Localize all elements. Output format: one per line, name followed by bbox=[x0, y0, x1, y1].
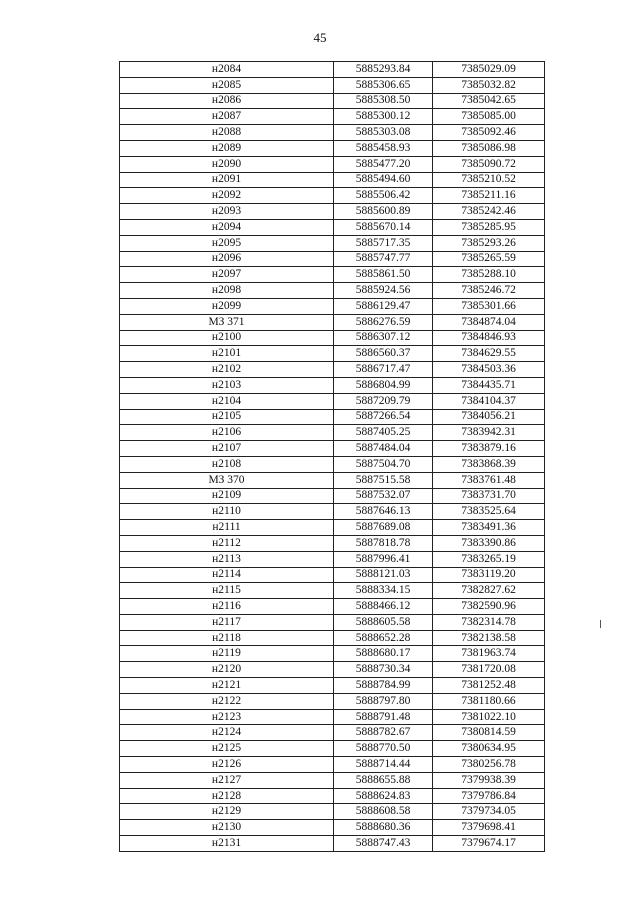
table-row bbox=[120, 504, 545, 520]
point-id-cell: н2103 bbox=[120, 377, 334, 393]
point-id-cell: н2112 bbox=[120, 535, 334, 551]
x-coordinate-cell: 5887209.79 bbox=[334, 393, 433, 409]
point-id-cell: н2109 bbox=[120, 488, 334, 504]
scan-mark bbox=[600, 620, 601, 628]
y-coordinate-cell: 7385092.46 bbox=[433, 125, 545, 141]
y-coordinate-cell: 7382314.78 bbox=[433, 614, 545, 630]
x-coordinate-cell: 5886717.47 bbox=[334, 362, 433, 378]
table-row bbox=[120, 267, 545, 283]
point-id-cell: н2105 bbox=[120, 409, 334, 425]
point-id-cell: н2104 bbox=[120, 393, 334, 409]
table-row bbox=[120, 314, 545, 330]
point-id-cell: н2093 bbox=[120, 204, 334, 220]
x-coordinate-cell: 5887266.54 bbox=[334, 409, 433, 425]
x-coordinate-cell: 5888605.58 bbox=[334, 614, 433, 630]
table-row bbox=[120, 741, 545, 757]
point-id-cell: н2099 bbox=[120, 298, 334, 314]
y-coordinate-cell: 7380634.95 bbox=[433, 741, 545, 757]
table-row bbox=[120, 283, 545, 299]
x-coordinate-cell: 5887405.25 bbox=[334, 425, 433, 441]
x-coordinate-cell: 5885747.77 bbox=[334, 251, 433, 267]
point-id-cell: н2113 bbox=[120, 551, 334, 567]
x-coordinate-cell: 5885717.35 bbox=[334, 235, 433, 251]
point-id-cell: н2117 bbox=[120, 614, 334, 630]
y-coordinate-cell: 7385211.16 bbox=[433, 188, 545, 204]
table-row bbox=[120, 472, 545, 488]
x-coordinate-cell: 5887532.07 bbox=[334, 488, 433, 504]
table-row bbox=[120, 836, 545, 852]
y-coordinate-cell: 7383868.39 bbox=[433, 456, 545, 472]
y-coordinate-cell: 7379698.41 bbox=[433, 820, 545, 836]
y-coordinate-cell: 7385288.10 bbox=[433, 267, 545, 283]
y-coordinate-cell: 7385293.26 bbox=[433, 235, 545, 251]
point-id-cell: н2090 bbox=[120, 156, 334, 172]
x-coordinate-cell: 5885506.42 bbox=[334, 188, 433, 204]
table-row bbox=[120, 630, 545, 646]
point-id-cell: н2126 bbox=[120, 757, 334, 773]
point-id-cell: МЗ 371 bbox=[120, 314, 334, 330]
y-coordinate-cell: 7385042.65 bbox=[433, 93, 545, 109]
point-id-cell: н2108 bbox=[120, 456, 334, 472]
table-row bbox=[120, 520, 545, 536]
table-row bbox=[120, 425, 545, 441]
point-id-cell: н2114 bbox=[120, 567, 334, 583]
x-coordinate-cell: 5888680.36 bbox=[334, 820, 433, 836]
x-coordinate-cell: 5885308.50 bbox=[334, 93, 433, 109]
table-row bbox=[120, 820, 545, 836]
table-row bbox=[120, 614, 545, 630]
table-row bbox=[120, 298, 545, 314]
x-coordinate-cell: 5887504.70 bbox=[334, 456, 433, 472]
point-id-cell: н2100 bbox=[120, 330, 334, 346]
point-id-cell: н2088 bbox=[120, 125, 334, 141]
y-coordinate-cell: 7383879.16 bbox=[433, 441, 545, 457]
point-id-cell: н2120 bbox=[120, 662, 334, 678]
point-id-cell: н2089 bbox=[120, 140, 334, 156]
x-coordinate-cell: 5888334.15 bbox=[334, 583, 433, 599]
table-row bbox=[120, 346, 545, 362]
table-row bbox=[120, 62, 545, 78]
point-id-cell: н2115 bbox=[120, 583, 334, 599]
y-coordinate-cell: 7383491.36 bbox=[433, 520, 545, 536]
x-coordinate-cell: 5887515.58 bbox=[334, 472, 433, 488]
x-coordinate-cell: 5886804.99 bbox=[334, 377, 433, 393]
x-coordinate-cell: 5888652.28 bbox=[334, 630, 433, 646]
table-row bbox=[120, 172, 545, 188]
table-row bbox=[120, 219, 545, 235]
y-coordinate-cell: 7383265.19 bbox=[433, 551, 545, 567]
point-id-cell: н2131 bbox=[120, 836, 334, 852]
table-row bbox=[120, 140, 545, 156]
x-coordinate-cell: 5887996.41 bbox=[334, 551, 433, 567]
point-id-cell: н2106 bbox=[120, 425, 334, 441]
coordinates-table bbox=[119, 61, 545, 852]
y-coordinate-cell: 7380256.78 bbox=[433, 757, 545, 773]
table-row bbox=[120, 93, 545, 109]
y-coordinate-cell: 7383119.20 bbox=[433, 567, 545, 583]
point-id-cell: н2091 bbox=[120, 172, 334, 188]
table-row bbox=[120, 235, 545, 251]
table-row bbox=[120, 646, 545, 662]
x-coordinate-cell: 5888655.88 bbox=[334, 772, 433, 788]
x-coordinate-cell: 5888797.80 bbox=[334, 693, 433, 709]
y-coordinate-cell: 7383761.48 bbox=[433, 472, 545, 488]
point-id-cell: н2123 bbox=[120, 709, 334, 725]
point-id-cell: н2119 bbox=[120, 646, 334, 662]
table-row bbox=[120, 393, 545, 409]
point-id-cell: н2086 bbox=[120, 93, 334, 109]
point-id-cell: МЗ 370 bbox=[120, 472, 334, 488]
y-coordinate-cell: 7385032.82 bbox=[433, 77, 545, 93]
y-coordinate-cell: 7381180.66 bbox=[433, 693, 545, 709]
y-coordinate-cell: 7379674.17 bbox=[433, 836, 545, 852]
x-coordinate-cell: 5886307.12 bbox=[334, 330, 433, 346]
x-coordinate-cell: 5888624.83 bbox=[334, 788, 433, 804]
y-coordinate-cell: 7379938.39 bbox=[433, 772, 545, 788]
point-id-cell: н2116 bbox=[120, 599, 334, 615]
table-row bbox=[120, 362, 545, 378]
y-coordinate-cell: 7384846.93 bbox=[433, 330, 545, 346]
y-coordinate-cell: 7385265.59 bbox=[433, 251, 545, 267]
point-id-cell: н2125 bbox=[120, 741, 334, 757]
table-row bbox=[120, 757, 545, 773]
table-row bbox=[120, 693, 545, 709]
y-coordinate-cell: 7381720.08 bbox=[433, 662, 545, 678]
y-coordinate-cell: 7382590.96 bbox=[433, 599, 545, 615]
point-id-cell: н2124 bbox=[120, 725, 334, 741]
y-coordinate-cell: 7379786.84 bbox=[433, 788, 545, 804]
table-row bbox=[120, 251, 545, 267]
table-row bbox=[120, 567, 545, 583]
table-row bbox=[120, 788, 545, 804]
table-row bbox=[120, 599, 545, 615]
table-row bbox=[120, 441, 545, 457]
table-row bbox=[120, 772, 545, 788]
point-id-cell: н2092 bbox=[120, 188, 334, 204]
x-coordinate-cell: 5888608.58 bbox=[334, 804, 433, 820]
y-coordinate-cell: 7383525.64 bbox=[433, 504, 545, 520]
table-row bbox=[120, 409, 545, 425]
x-coordinate-cell: 5888680.17 bbox=[334, 646, 433, 662]
point-id-cell: н2098 bbox=[120, 283, 334, 299]
y-coordinate-cell: 7385242.46 bbox=[433, 204, 545, 220]
table-row bbox=[120, 488, 545, 504]
x-coordinate-cell: 5888791.48 bbox=[334, 709, 433, 725]
x-coordinate-cell: 5888770.50 bbox=[334, 741, 433, 757]
x-coordinate-cell: 5888784.99 bbox=[334, 678, 433, 694]
table-row bbox=[120, 330, 545, 346]
x-coordinate-cell: 5888466.12 bbox=[334, 599, 433, 615]
table-row bbox=[120, 535, 545, 551]
y-coordinate-cell: 7385210.52 bbox=[433, 172, 545, 188]
x-coordinate-cell: 5888730.34 bbox=[334, 662, 433, 678]
x-coordinate-cell: 5885477.20 bbox=[334, 156, 433, 172]
point-id-cell: н2122 bbox=[120, 693, 334, 709]
y-coordinate-cell: 7383390.86 bbox=[433, 535, 545, 551]
table-row bbox=[120, 77, 545, 93]
y-coordinate-cell: 7385029.09 bbox=[433, 62, 545, 78]
y-coordinate-cell: 7383731.70 bbox=[433, 488, 545, 504]
y-coordinate-cell: 7379734.05 bbox=[433, 804, 545, 820]
y-coordinate-cell: 7382827.62 bbox=[433, 583, 545, 599]
y-coordinate-cell: 7385085.00 bbox=[433, 109, 545, 125]
table-row bbox=[120, 377, 545, 393]
coordinates-table-body bbox=[120, 62, 545, 852]
y-coordinate-cell: 7381963.74 bbox=[433, 646, 545, 662]
y-coordinate-cell: 7381022.10 bbox=[433, 709, 545, 725]
x-coordinate-cell: 5885300.12 bbox=[334, 109, 433, 125]
x-coordinate-cell: 5886276.59 bbox=[334, 314, 433, 330]
point-id-cell: н2128 bbox=[120, 788, 334, 804]
y-coordinate-cell: 7385285.95 bbox=[433, 219, 545, 235]
x-coordinate-cell: 5885670.14 bbox=[334, 219, 433, 235]
y-coordinate-cell: 7381252.48 bbox=[433, 678, 545, 694]
point-id-cell: н2111 bbox=[120, 520, 334, 536]
x-coordinate-cell: 5885458.93 bbox=[334, 140, 433, 156]
table-row bbox=[120, 125, 545, 141]
y-coordinate-cell: 7382138.58 bbox=[433, 630, 545, 646]
point-id-cell: н2097 bbox=[120, 267, 334, 283]
y-coordinate-cell: 7383942.31 bbox=[433, 425, 545, 441]
y-coordinate-cell: 7385246.72 bbox=[433, 283, 545, 299]
point-id-cell: н2084 bbox=[120, 62, 334, 78]
point-id-cell: н2087 bbox=[120, 109, 334, 125]
table-row bbox=[120, 709, 545, 725]
x-coordinate-cell: 5887689.08 bbox=[334, 520, 433, 536]
x-coordinate-cell: 5885600.89 bbox=[334, 204, 433, 220]
table-row bbox=[120, 204, 545, 220]
x-coordinate-cell: 5885303.08 bbox=[334, 125, 433, 141]
table-row bbox=[120, 804, 545, 820]
x-coordinate-cell: 5885306.65 bbox=[334, 77, 433, 93]
x-coordinate-cell: 5887646.13 bbox=[334, 504, 433, 520]
table-row bbox=[120, 725, 545, 741]
y-coordinate-cell: 7380814.59 bbox=[433, 725, 545, 741]
x-coordinate-cell: 5885293.84 bbox=[334, 62, 433, 78]
point-id-cell: н2107 bbox=[120, 441, 334, 457]
x-coordinate-cell: 5888121.03 bbox=[334, 567, 433, 583]
table-row bbox=[120, 678, 545, 694]
point-id-cell: н2096 bbox=[120, 251, 334, 267]
y-coordinate-cell: 7384629.55 bbox=[433, 346, 545, 362]
point-id-cell: н2101 bbox=[120, 346, 334, 362]
x-coordinate-cell: 5885494.60 bbox=[334, 172, 433, 188]
point-id-cell: н2085 bbox=[120, 77, 334, 93]
y-coordinate-cell: 7385090.72 bbox=[433, 156, 545, 172]
page-number: 45 bbox=[313, 30, 327, 45]
point-id-cell: н2110 bbox=[120, 504, 334, 520]
point-id-cell: н2127 bbox=[120, 772, 334, 788]
x-coordinate-cell: 5887818.78 bbox=[334, 535, 433, 551]
table-row bbox=[120, 156, 545, 172]
table-row bbox=[120, 188, 545, 204]
table-row bbox=[120, 583, 545, 599]
point-id-cell: н2121 bbox=[120, 678, 334, 694]
y-coordinate-cell: 7384104.37 bbox=[433, 393, 545, 409]
x-coordinate-cell: 5888747.43 bbox=[334, 836, 433, 852]
point-id-cell: н2130 bbox=[120, 820, 334, 836]
x-coordinate-cell: 5886560.37 bbox=[334, 346, 433, 362]
table-row bbox=[120, 662, 545, 678]
point-id-cell: н2094 bbox=[120, 219, 334, 235]
point-id-cell: н2129 bbox=[120, 804, 334, 820]
point-id-cell: н2102 bbox=[120, 362, 334, 378]
table-row bbox=[120, 109, 545, 125]
point-id-cell: н2095 bbox=[120, 235, 334, 251]
y-coordinate-cell: 7384874.04 bbox=[433, 314, 545, 330]
y-coordinate-cell: 7385086.98 bbox=[433, 140, 545, 156]
x-coordinate-cell: 5885861.50 bbox=[334, 267, 433, 283]
y-coordinate-cell: 7384503.36 bbox=[433, 362, 545, 378]
x-coordinate-cell: 5886129.47 bbox=[334, 298, 433, 314]
y-coordinate-cell: 7385301.66 bbox=[433, 298, 545, 314]
x-coordinate-cell: 5888782.67 bbox=[334, 725, 433, 741]
point-id-cell: н2118 bbox=[120, 630, 334, 646]
x-coordinate-cell: 5885924.56 bbox=[334, 283, 433, 299]
x-coordinate-cell: 5887484.04 bbox=[334, 441, 433, 457]
y-coordinate-cell: 7384435.71 bbox=[433, 377, 545, 393]
x-coordinate-cell: 5888714.44 bbox=[334, 757, 433, 773]
table-row bbox=[120, 551, 545, 567]
y-coordinate-cell: 7384056.21 bbox=[433, 409, 545, 425]
table-row bbox=[120, 456, 545, 472]
